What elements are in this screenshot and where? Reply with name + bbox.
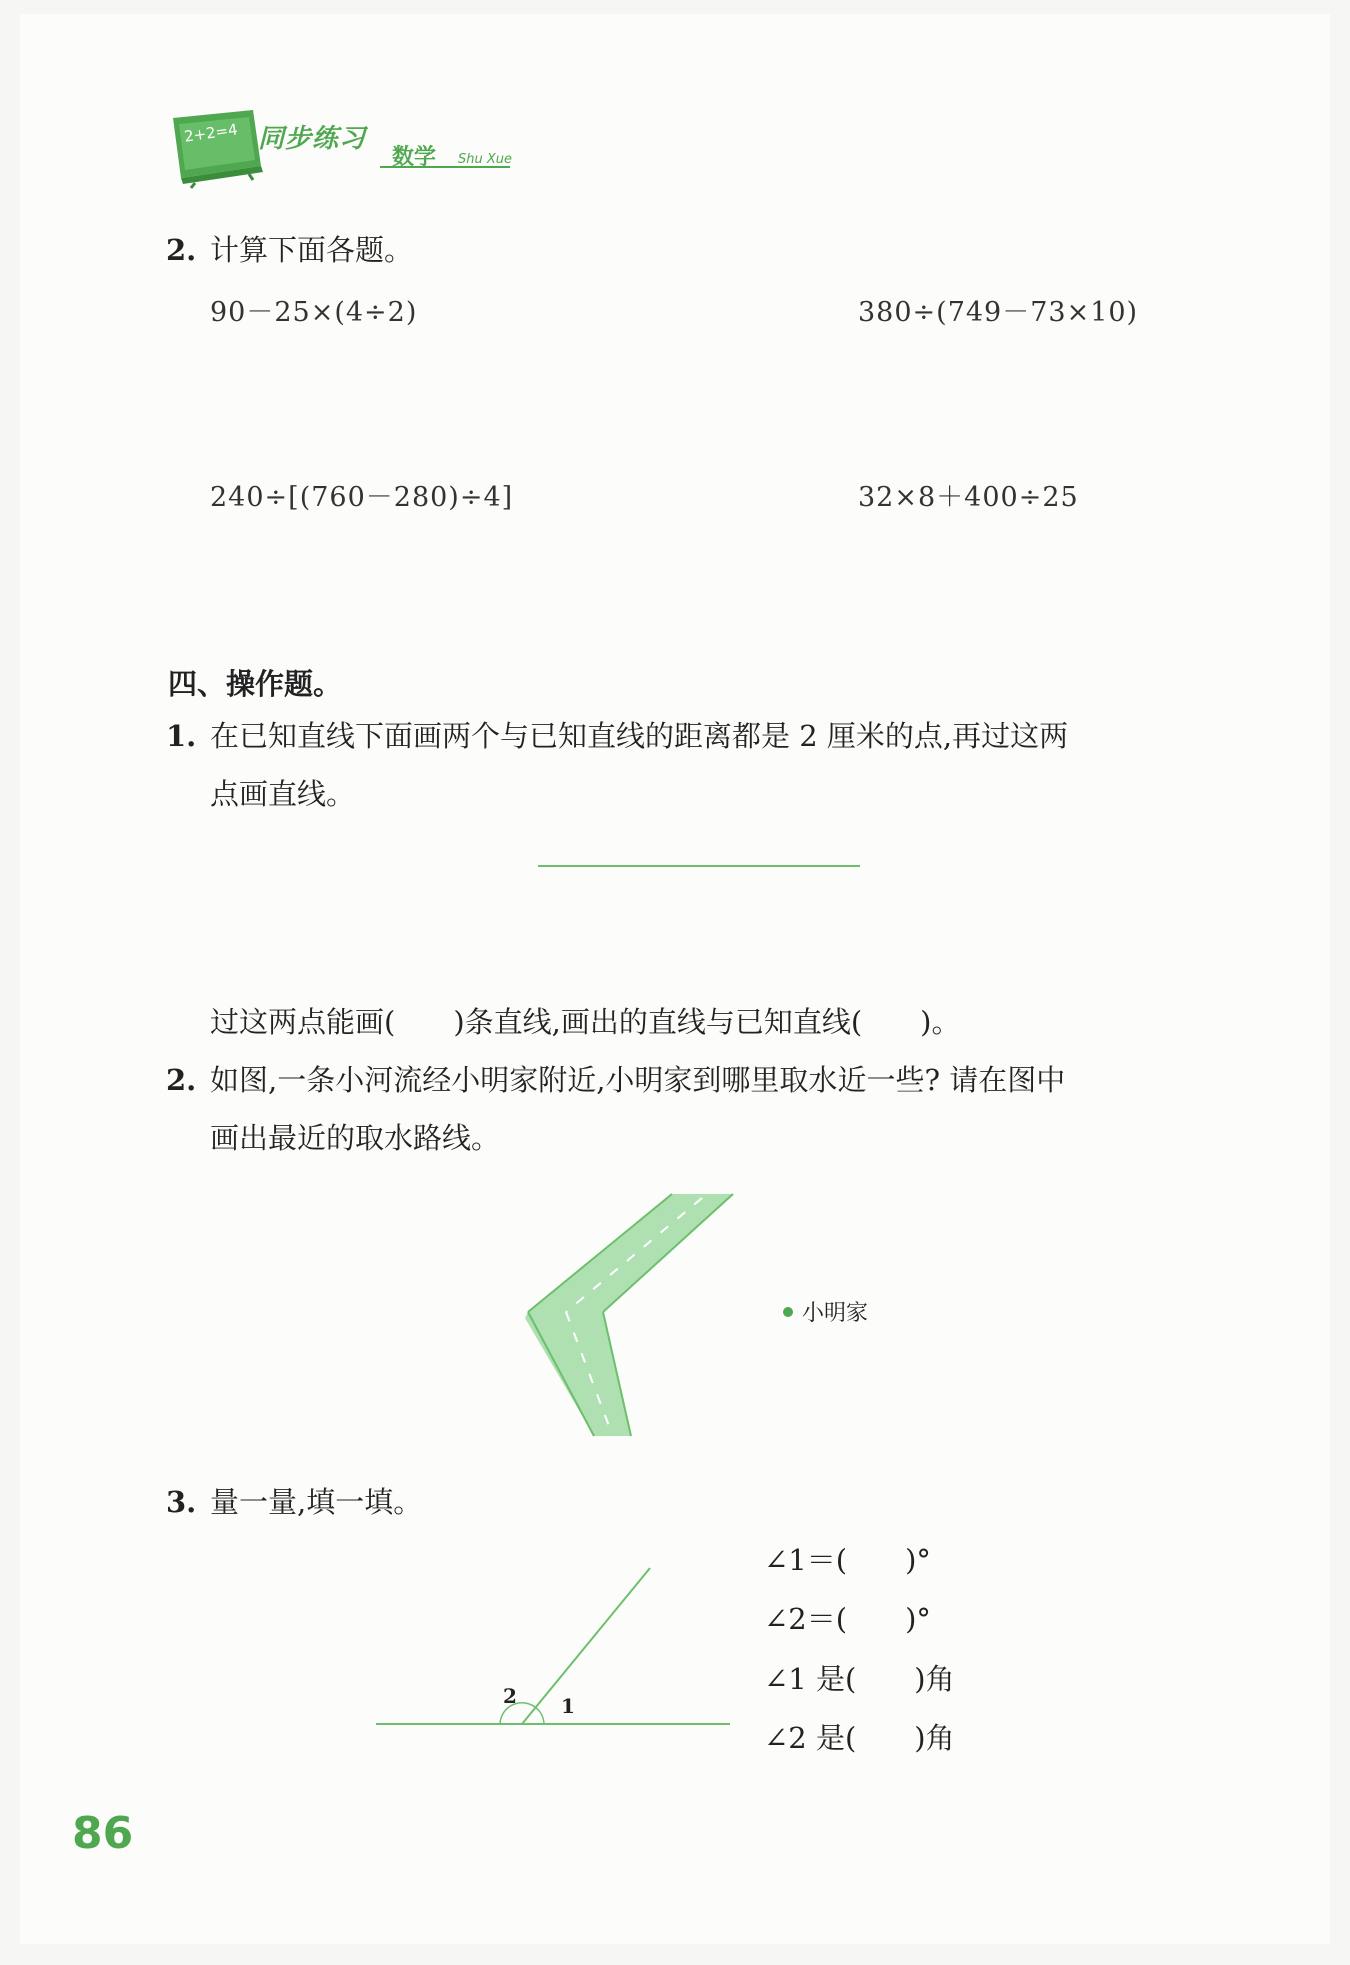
angle-1-degrees-blank: ∠1＝( )°: [764, 1543, 931, 1577]
question-text-line2: 点画直线。: [210, 777, 356, 811]
subject-title: 数学: [392, 145, 437, 170]
question-prompt: 计算下面各题。: [210, 233, 414, 267]
expression-1: 90－25×(4÷2): [210, 297, 418, 328]
angle-2-label: 2: [503, 1684, 517, 1708]
question-text-line1: 如图,一条小河流经小明家附近,小明家到哪里取水近一些? 请在图中: [210, 1063, 1066, 1097]
question-number: 2.: [166, 233, 197, 267]
house-dot-icon: [782, 1306, 794, 1318]
angle-2-type-blank: ∠2 是( )角: [764, 1721, 955, 1755]
expression-2: 380÷(749－73×10): [858, 297, 1139, 328]
given-line: [538, 864, 863, 868]
logo-badge-text: 2+2=4: [183, 120, 239, 146]
angle-1-label: 1: [561, 1694, 575, 1718]
angle-1-type-blank: ∠1 是( )角: [764, 1662, 955, 1696]
question-prompt: 量一量,填一填。: [210, 1485, 423, 1519]
series-title: 同步练习: [258, 124, 367, 154]
question-number: 3.: [166, 1485, 197, 1519]
house-label: 小明家: [802, 1301, 869, 1326]
chalkboard-logo-icon: [165, 108, 265, 188]
expression-4: 32×8＋400÷25: [858, 482, 1079, 513]
angle-diagram: [374, 1560, 734, 1730]
subject-pinyin: Shu Xue: [458, 152, 513, 167]
section-title: 四、操作题。: [168, 667, 343, 701]
question-text-line2: 画出最近的取水路线。: [210, 1121, 501, 1155]
fill-in-answer: 过这两点能画( )条直线,画出的直线与已知直线( )。: [210, 1005, 961, 1039]
expression-3: 240÷[(760－280)÷4]: [210, 482, 514, 513]
river-diagram: [520, 1190, 760, 1450]
header-underline: [380, 165, 515, 169]
question-number: 1.: [166, 719, 197, 753]
angle-2-degrees-blank: ∠2＝( )°: [764, 1602, 931, 1636]
question-text-line1: 在已知直线下面画两个与已知直线的距离都是 2 厘米的点,再过这两: [210, 719, 1069, 753]
question-number: 2.: [166, 1063, 197, 1097]
page-number: 86: [72, 1808, 134, 1859]
